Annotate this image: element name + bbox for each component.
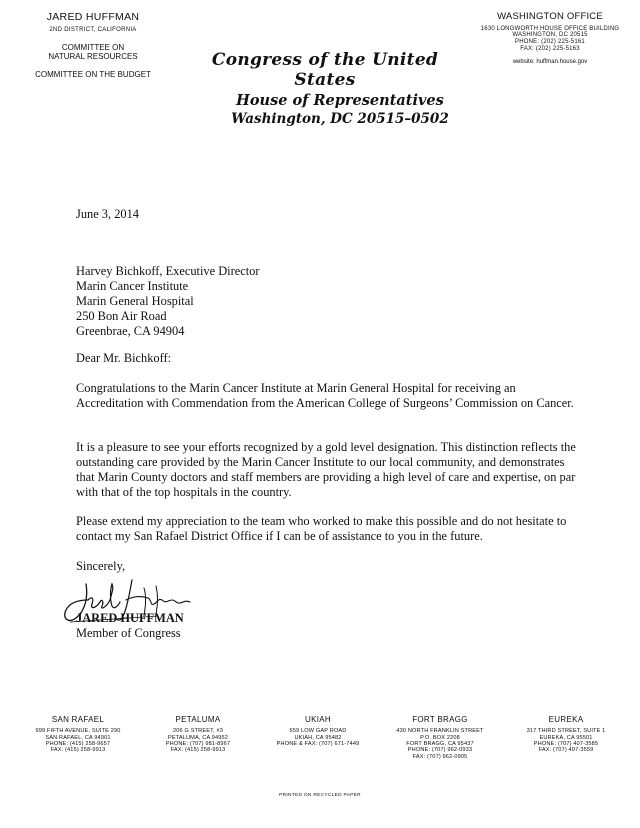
office-line: PHONE: (707) 407-3585 (533, 741, 599, 748)
office-line: 430 NORTH FRANKLIN STREET (396, 728, 484, 735)
office-line: EUREKA, CA 95501 (539, 734, 593, 741)
office-name: FORT BRAGG (412, 715, 468, 724)
office-name: SAN RAFAEL (51, 715, 105, 724)
closing: Sincerely, (76, 559, 126, 573)
signer-title: Member of Congress (76, 626, 181, 640)
office-line: FORT BRAGG, CA 95437 (406, 741, 474, 748)
committee-natural-resources-line1: COMMITTEE ON (61, 43, 125, 53)
washington-office-title: WASHINGTON OFFICE (497, 11, 603, 22)
office-line: FAX: (707) 962-0905 (412, 753, 468, 760)
address-line: Marin General Hospital (76, 294, 194, 308)
signer-name: JARED HUFFMAN (76, 611, 184, 625)
office-line: 317 THIRD STREET, SUITE 1 (526, 728, 606, 735)
body-paragraph: It is a pleasure to see your efforts recognized by a gold level designation. This distinction reflects the outstanding care provided by the Marin Cancer Institute to our local community, and demonstrates that Marin County doctors and staff members are providing a high level of care and expertise, on par with that of the top hospitals in the country. (76, 440, 576, 499)
office-line: PHONE: (707) 981-8967 (165, 741, 231, 748)
body-paragraph: Please extend my appreciation to the team who worked to make this possible and do not hesitate to contact my San Rafael District Office if I can be of assistance to you in the future. (76, 514, 567, 543)
committee-natural-resources-line2: NATURAL RESOURCES (48, 51, 138, 61)
washington-office-line: WASHINGTON, DC 20515 (512, 32, 588, 39)
office-line: PHONE: (415) 258-9657 (45, 741, 111, 748)
letter-date: June 3, 2014 (76, 207, 139, 221)
letterhead-title-block (180, 50, 470, 127)
recycled-paper-note: PRINTED ON RECYCLED PAPER (279, 793, 361, 798)
office-ukiah (260, 715, 376, 747)
office-name: PETALUMA (175, 715, 221, 724)
letterhead-congress: Congress of the United States (211, 50, 439, 90)
office-fort-bragg (382, 715, 498, 760)
letterhead-house: House of Representatives (236, 92, 444, 109)
washington-office-line: PHONE: (202) 225-5161 (515, 39, 585, 46)
office-line: 999 FIFTH AVENUE, SUITE 290 (35, 728, 121, 735)
header-left-block (18, 12, 168, 80)
office-line: PHONE: (707) 962-0933 (407, 747, 473, 754)
office-eureka (508, 715, 624, 754)
office-line: P.O. BOX 2208 (420, 734, 460, 741)
office-line: FAX: (415) 258-9913 (170, 747, 226, 754)
salutation: Dear Mr. Bichkoff: (76, 351, 172, 365)
office-line: PETALUMA, CA 94952 (167, 734, 229, 741)
office-line: SAN RAFAEL, CA 94901 (45, 734, 111, 741)
office-line: FAX: (415) 258-9913 (50, 747, 106, 754)
member-name: JARED HUFFMAN (46, 11, 140, 23)
header-right-block (470, 12, 630, 65)
address-line: 250 Bon Air Road (76, 309, 167, 323)
office-line: 559 LOW GAP ROAD (289, 728, 347, 735)
body-paragraph: Congratulations to the Marin Cancer Institute at Marin General Hospital for receiving an Accreditation with Commendation from the American College of Surgeons’ Commission on Cancer. (76, 381, 574, 410)
address-line: Marin Cancer Institute (76, 279, 189, 293)
washington-office-line: 1630 LONGWORTH HOUSE OFFICE BUILDING (480, 25, 620, 32)
committee-budget: COMMITTEE ON THE BUDGET (35, 69, 151, 79)
washington-office-line: FAX: (202) 225-5163 (520, 45, 580, 52)
website: website: huffman.house.gov (512, 58, 588, 65)
member-district: 2ND DISTRICT, CALIFORNIA (49, 26, 137, 33)
office-line: 206 G STREET, #3 (173, 728, 223, 735)
office-san-rafael (20, 715, 136, 754)
address-line: Greenbrae, CA 94904 (76, 324, 185, 338)
letterhead-city: Washington, DC 20515–0502 (231, 111, 449, 127)
office-name: UKIAH (305, 715, 331, 724)
office-line: UKIAH, CA 95482 (294, 734, 342, 741)
recipient-address (76, 264, 260, 339)
address-line: Harvey Bichkoff, Executive Director (76, 264, 260, 278)
office-line: FAX: (707) 407-3559 (538, 747, 594, 754)
office-petaluma (140, 715, 256, 754)
office-name: EUREKA (548, 715, 584, 724)
office-line: PHONE & FAX: (707) 671-7449 (276, 741, 360, 748)
